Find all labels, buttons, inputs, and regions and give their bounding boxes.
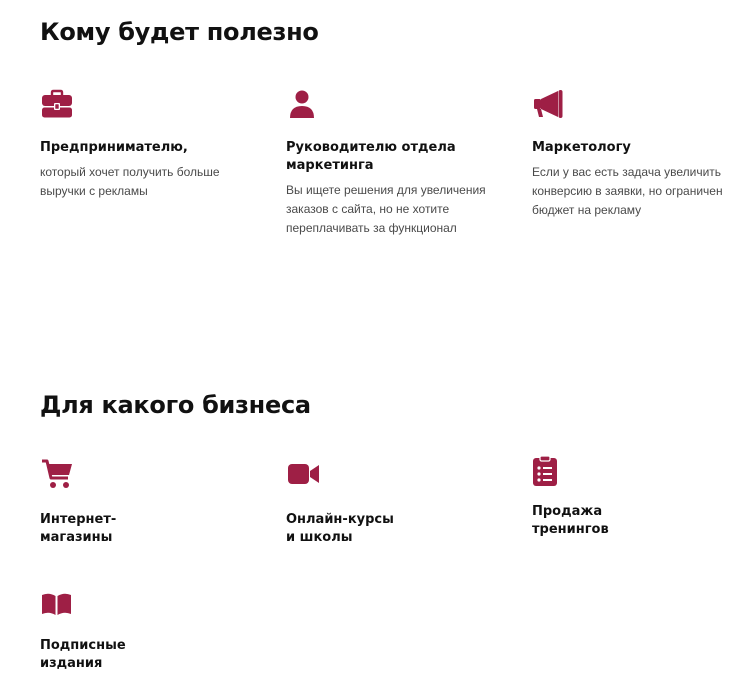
business-card-subscription-publications [40,589,255,673]
business-card-online-stores [40,458,255,547]
megaphone-icon [532,88,566,120]
clipboard-list-icon [532,455,566,487]
briefcase-icon [40,88,74,120]
card-title: Подписные издания [40,638,126,671]
card-title: Онлайн-курсы и школы [286,512,394,545]
video-camera-icon [286,458,320,490]
card-description: Если у вас есть задача увеличить конверсию в заявки, но ограничен бюджет на рекламу [532,165,723,217]
card-title: Продажа тренингов [532,504,609,537]
audience-card-marketing-head [286,88,501,238]
person-icon [286,88,320,120]
business-card-online-courses [286,458,501,547]
audience-card-marketer [532,88,747,220]
section-title-business: Для какого бизнеса [40,391,311,419]
card-title: Предпринимателю, [40,140,188,155]
business-card-training-sales [532,455,747,539]
section-title-audience: Кому будет полезно [40,18,319,46]
audience-card-entrepreneur [40,88,255,201]
card-description: который хочет получить больше выручки с рекламы [40,165,220,198]
card-title: Руководителю отдела маркетинга [286,140,456,173]
card-description: Вы ищете решения для увеличения заказов с сайта, но не хотите переплачивать за функционал [286,183,486,235]
open-book-icon [40,589,74,621]
card-title: Интернет- магазины [40,512,117,545]
shopping-cart-icon [40,458,74,490]
card-title: Маркетологу [532,140,631,155]
